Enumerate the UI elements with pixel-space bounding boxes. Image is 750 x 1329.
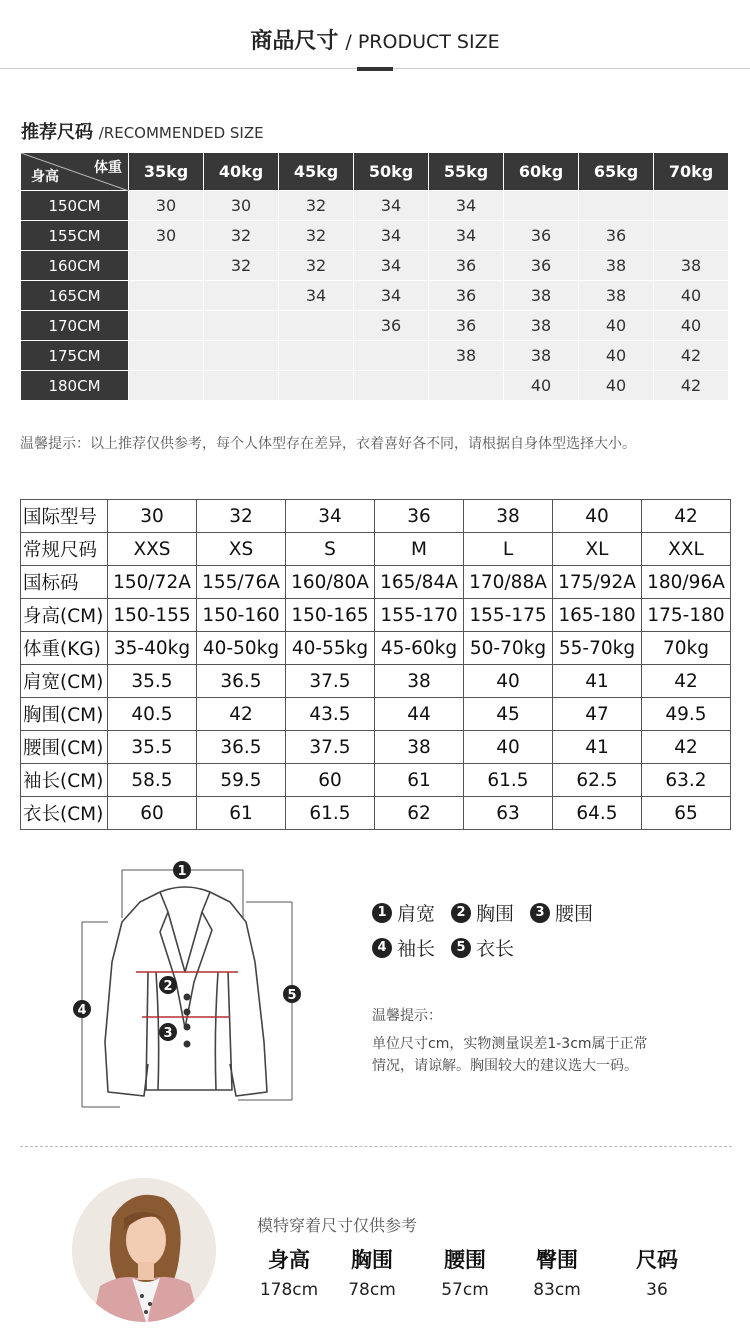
recommend-cell: [204, 281, 279, 311]
spec-cell: XL: [553, 533, 642, 566]
height-header: 155CM: [21, 221, 129, 251]
spec-row-label: 体重(KG): [21, 632, 108, 665]
spec-row-label: 国标码: [21, 566, 108, 599]
spec-cell: 43.5: [286, 698, 375, 731]
recommend-cell: [279, 371, 354, 401]
spec-cell: 40.5: [108, 698, 197, 731]
spec-cell: 35.5: [108, 665, 197, 698]
recommend-cell: [129, 281, 204, 311]
spec-cell: M: [375, 533, 464, 566]
recommend-cell: 32: [204, 251, 279, 281]
spec-cell: 35.5: [108, 731, 197, 764]
model-stat-height: [244, 1244, 334, 1300]
recommend-row: [21, 191, 729, 221]
spec-cell: 62.5: [553, 764, 642, 797]
recommend-cell: 30: [129, 221, 204, 251]
recommend-row: [21, 311, 729, 341]
recommended-size-table: [20, 152, 729, 401]
spec-cell: 40: [464, 665, 553, 698]
legend-label: 腰围: [555, 903, 594, 925]
measurement-legend: [372, 895, 609, 965]
spec-cell: 61: [197, 797, 286, 830]
recommend-cell: 36: [504, 251, 579, 281]
spec-cell: 165-180: [553, 599, 642, 632]
legend-label: 胸围: [476, 903, 515, 925]
height-header: 160CM: [21, 251, 129, 281]
recommend-cell: 32: [279, 251, 354, 281]
spec-row-label: 肩宽(CM): [21, 665, 108, 698]
spec-cell: 38: [375, 731, 464, 764]
spec-cell: 44: [375, 698, 464, 731]
recommend-cell: 30: [129, 191, 204, 221]
jacket-measurement-diagram: [60, 852, 320, 1117]
recommend-row: [21, 371, 729, 401]
legend-badge: 5: [451, 938, 471, 958]
spec-cell: 40: [553, 500, 642, 533]
recommend-cell: 38: [504, 341, 579, 371]
spec-cell: 60: [108, 797, 197, 830]
spec-cell: L: [464, 533, 553, 566]
recommend-cell: [204, 311, 279, 341]
spec-cell: 150/72A: [108, 566, 197, 599]
recommend-cell: 36: [579, 221, 654, 251]
recommend-row: [21, 341, 729, 371]
spec-cell: XS: [197, 533, 286, 566]
recommend-cell: 34: [354, 221, 429, 251]
recommend-cell: [429, 371, 504, 401]
spec-cell: 150-165: [286, 599, 375, 632]
spec-cell: 37.5: [286, 731, 375, 764]
recommend-cell: [654, 221, 729, 251]
recommend-cell: 32: [279, 191, 354, 221]
recommend-cell: 34: [354, 191, 429, 221]
notes-line: 单位尺寸cm，实物测量误差1-3cm属于正常: [372, 1036, 648, 1052]
recommend-cell: 36: [504, 221, 579, 251]
legend-item-chest: [451, 899, 514, 926]
stat-value: 83cm: [533, 1280, 581, 1300]
legend-badge: 2: [451, 903, 471, 923]
spec-cell: 180/96A: [642, 566, 731, 599]
weight-header-row: [21, 153, 729, 191]
spec-row-label: 常规尺码: [21, 533, 108, 566]
spec-cell: 70kg: [642, 632, 731, 665]
page-header: [0, 0, 750, 70]
recommend-cell: 40: [654, 281, 729, 311]
model-illustration: [72, 1178, 216, 1322]
height-header: 150CM: [21, 191, 129, 221]
spec-cell: 150-160: [197, 599, 286, 632]
recommend-cell: 34: [429, 221, 504, 251]
size-spec-table: [20, 499, 731, 830]
recommend-cell: [354, 371, 429, 401]
spec-row: [21, 632, 731, 665]
stat-value: 178cm: [259, 1280, 319, 1300]
recommend-cell: 32: [279, 221, 354, 251]
recommend-row: [21, 281, 729, 311]
spec-row: [21, 533, 731, 566]
weight-header: 65kg: [579, 153, 654, 191]
stat-label: 尺码: [636, 1248, 678, 1272]
recommend-cell: [654, 191, 729, 221]
spec-row-label: 腰围(CM): [21, 731, 108, 764]
spec-cell: 61.5: [464, 764, 553, 797]
spec-row: [21, 764, 731, 797]
recommend-cell: 38: [429, 341, 504, 371]
spec-cell: 175-180: [642, 599, 731, 632]
recommend-cell: [204, 341, 279, 371]
stat-label: 胸围: [351, 1248, 393, 1272]
spec-cell: 38: [375, 665, 464, 698]
legend-label: 肩宽: [397, 903, 436, 925]
spec-cell: 47: [553, 698, 642, 731]
recommend-cell: 34: [429, 191, 504, 221]
notes-heading: 温馨提示：: [372, 1008, 442, 1024]
spec-cell: 41: [553, 731, 642, 764]
model-caption: 模特穿着尺寸仅供参考: [257, 1216, 418, 1235]
recommend-cell: [504, 191, 579, 221]
spec-cell: 45-60kg: [375, 632, 464, 665]
weight-header: 35kg: [129, 153, 204, 191]
spec-cell: 165/84A: [375, 566, 464, 599]
recommend-cell: 34: [279, 281, 354, 311]
spec-cell: XXS: [108, 533, 197, 566]
recommend-cell: 36: [429, 311, 504, 341]
spec-cell: 155-175: [464, 599, 553, 632]
spec-cell: 59.5: [197, 764, 286, 797]
page-title-cn: 商品尺寸: [250, 29, 339, 54]
recommend-cell: 42: [654, 341, 729, 371]
spec-cell: 65: [642, 797, 731, 830]
recommend-cell: 40: [579, 311, 654, 341]
recommend-cell: 38: [504, 281, 579, 311]
spec-cell: 50-70kg: [464, 632, 553, 665]
spec-cell: 30: [108, 500, 197, 533]
recommend-cell: 40: [504, 371, 579, 401]
recommend-row: [21, 221, 729, 251]
weight-header: 70kg: [654, 153, 729, 191]
recommend-cell: [129, 341, 204, 371]
spec-row: [21, 797, 731, 830]
recommend-cell: 30: [204, 191, 279, 221]
spec-row-label: 衣长(CM): [21, 797, 108, 830]
spec-cell: 35-40kg: [108, 632, 197, 665]
spec-cell: 155/76A: [197, 566, 286, 599]
spec-row-label: 国际型号: [21, 500, 108, 533]
jacket-outline: [105, 887, 267, 1096]
model-stat-waist: [420, 1244, 510, 1300]
spec-cell: 32: [197, 500, 286, 533]
stat-value: 57cm: [441, 1280, 489, 1300]
recommend-row: [21, 251, 729, 281]
spec-cell: 55-70kg: [553, 632, 642, 665]
legend-label: 袖长: [397, 938, 436, 960]
height-header: 170CM: [21, 311, 129, 341]
spec-cell: 40-50kg: [197, 632, 286, 665]
spec-cell: 155-170: [375, 599, 464, 632]
spec-cell: 37.5: [286, 665, 375, 698]
weight-header: 40kg: [204, 153, 279, 191]
stat-label: 腰围: [444, 1248, 486, 1272]
marker-1: 1: [177, 864, 187, 879]
recommend-cell: [354, 341, 429, 371]
measurement-guides: [82, 870, 292, 1107]
legend-item-shoulder: [372, 899, 435, 926]
stat-label: 臀围: [536, 1248, 578, 1272]
spec-row-label: 胸围(CM): [21, 698, 108, 731]
spec-cell: 42: [642, 500, 731, 533]
spec-row: [21, 599, 731, 632]
measurement-notes: [372, 1005, 648, 1077]
notes-line: 情况，请谅解。胸围较大的建议选大一码。: [372, 1058, 638, 1074]
spec-cell: 61: [375, 764, 464, 797]
spec-cell: 36.5: [197, 731, 286, 764]
spec-cell: 41: [553, 665, 642, 698]
stat-label: 身高: [268, 1248, 310, 1272]
legend-row: [372, 895, 609, 930]
recommend-cell: 38: [654, 251, 729, 281]
model-stat-size: [612, 1244, 702, 1300]
recommend-cell: 40: [579, 371, 654, 401]
spec-cell: 34: [286, 500, 375, 533]
spec-cell: 63.2: [642, 764, 731, 797]
recommend-cell: 38: [579, 251, 654, 281]
section-divider: [20, 1146, 732, 1147]
spec-cell: 40: [464, 731, 553, 764]
legend-badge: 3: [530, 903, 550, 923]
spec-cell: 36.5: [197, 665, 286, 698]
page-title: [0, 24, 750, 55]
spec-cell: 60: [286, 764, 375, 797]
recommend-cell: 36: [429, 251, 504, 281]
stat-value: 78cm: [348, 1280, 396, 1300]
spec-row-label: 身高(CM): [21, 599, 108, 632]
recommended-title-cn: 推荐尺码: [21, 122, 93, 143]
spec-cell: 49.5: [642, 698, 731, 731]
recommend-cell: 42: [654, 371, 729, 401]
spec-row: [21, 500, 731, 533]
spec-cell: 40-55kg: [286, 632, 375, 665]
recommend-cell: [129, 251, 204, 281]
legend-label: 衣长: [476, 938, 515, 960]
recommended-title-en: /RECOMMENDED SIZE: [98, 124, 264, 142]
recommend-cell: [129, 311, 204, 341]
marker-3: 3: [163, 1026, 173, 1041]
spec-cell: 42: [642, 731, 731, 764]
recommend-cell: [129, 371, 204, 401]
spec-cell: 64.5: [553, 797, 642, 830]
recommend-cell: [279, 341, 354, 371]
height-header: 175CM: [21, 341, 129, 371]
recommend-tip: 温馨提示：以上推荐仅供参考，每个人体型存在差异，衣着喜好各不同，请根据自身体型选择大小。: [20, 436, 636, 452]
weight-header: 55kg: [429, 153, 504, 191]
spec-cell: 45: [464, 698, 553, 731]
spec-row-label: 袖长(CM): [21, 764, 108, 797]
stat-value: 36: [646, 1280, 668, 1300]
spec-cell: S: [286, 533, 375, 566]
recommend-cell: 38: [579, 281, 654, 311]
spec-cell: 63: [464, 797, 553, 830]
weight-header: 60kg: [504, 153, 579, 191]
legend-item-sleeve: [372, 934, 435, 961]
legend-item-waist: [530, 899, 593, 926]
spec-cell: 175/92A: [553, 566, 642, 599]
spec-row: [21, 698, 731, 731]
spec-cell: 58.5: [108, 764, 197, 797]
legend-row: [372, 930, 609, 965]
spec-cell: 42: [197, 698, 286, 731]
spec-cell: 38: [464, 500, 553, 533]
recommend-cell: 40: [579, 341, 654, 371]
marker-2: 2: [163, 979, 173, 994]
spec-cell: XXL: [642, 533, 731, 566]
recommend-cell: 34: [354, 251, 429, 281]
recommend-cell: [279, 311, 354, 341]
spec-cell: 62: [375, 797, 464, 830]
spec-row: [21, 665, 731, 698]
spec-cell: 42: [642, 665, 731, 698]
header-accent-bar: [357, 67, 393, 71]
spec-cell: 170/88A: [464, 566, 553, 599]
spec-cell: 36: [375, 500, 464, 533]
marker-4: 4: [77, 1003, 87, 1018]
legend-item-length: [451, 934, 514, 961]
model-photo: [72, 1178, 216, 1322]
weight-header: 45kg: [279, 153, 354, 191]
marker-5: 5: [287, 988, 297, 1003]
recommend-cell: 38: [504, 311, 579, 341]
recommend-cell: 32: [204, 221, 279, 251]
spec-cell: 160/80A: [286, 566, 375, 599]
spec-cell: 61.5: [286, 797, 375, 830]
recommended-size-title: [21, 118, 264, 144]
corner-weight-label: 体重: [94, 160, 122, 176]
spec-cell: 150-155: [108, 599, 197, 632]
recommend-cell: 36: [429, 281, 504, 311]
recommend-cell: [204, 371, 279, 401]
recommend-cell: [579, 191, 654, 221]
corner-height-label: 身高: [31, 169, 59, 185]
legend-badge: 1: [372, 903, 392, 923]
height-header: 180CM: [21, 371, 129, 401]
model-stat-hip: [512, 1244, 602, 1300]
weight-header: 50kg: [354, 153, 429, 191]
recommend-cell: 36: [354, 311, 429, 341]
recommend-cell: 34: [354, 281, 429, 311]
spec-row: [21, 731, 731, 764]
corner-cell: [21, 153, 129, 191]
recommend-cell: 40: [654, 311, 729, 341]
height-header: 165CM: [21, 281, 129, 311]
page-title-en: / PRODUCT SIZE: [345, 31, 500, 53]
spec-row: [21, 566, 731, 599]
legend-badge: 4: [372, 938, 392, 958]
model-stat-chest: [327, 1244, 417, 1300]
